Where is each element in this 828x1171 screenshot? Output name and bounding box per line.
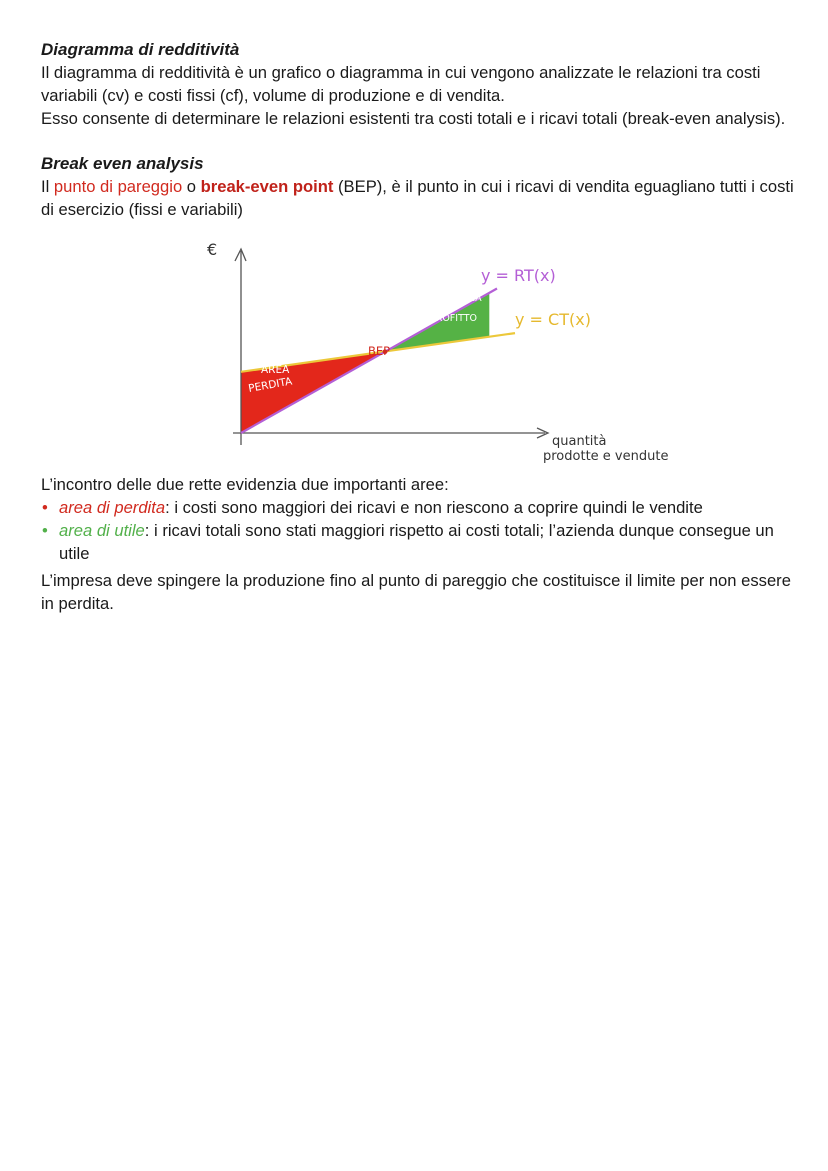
term-area-di-perdita: area di perdita (59, 498, 166, 517)
profit-description: : i ricavi totali sono stati maggiori rispetto ai costi totali; l’azienda dunque consegue un utile (59, 521, 774, 563)
loss-description: : i costi sono maggiori dei ricavi e non riescono a coprire quindi le vendite (165, 498, 703, 517)
term-area-di-utile: area di utile (59, 521, 145, 540)
list-item-loss (41, 496, 801, 519)
section-heading-break-even: Break even analysis (41, 154, 204, 173)
bullet-dot-loss: • (42, 498, 48, 517)
break-even-chart-svg (41, 223, 801, 473)
bep-label: BEP (368, 344, 391, 358)
paragraph-break-even: Esso consente di determinare le relazioni esistenti tra costi totali e i ricavi totali (break-even analysis). (41, 109, 786, 128)
paragraph-areas-intro: L’incontro delle due rette evidenzia due importanti aree: (41, 475, 449, 494)
document-page (41, 38, 801, 615)
rt-series-label: y = RT(x) (481, 266, 556, 285)
x-axis-label-line2: prodotte e vendute (543, 449, 669, 464)
bep-intro-mid: o (182, 177, 201, 196)
profit-area-label-line2: PROFITTO (430, 313, 477, 324)
rt-line (241, 289, 497, 434)
bep-intro-prefix: Il (41, 177, 54, 196)
term-break-even-point: break-even point (200, 177, 334, 196)
profit-area-label-line1: AREA (456, 293, 482, 304)
bep-intro-suffix: (BEP), è il punto in cui i ricavi di vendita eguagliano tutti i costi di esercizio (fissi e variabili) (41, 177, 794, 219)
bullet-dot-profit: • (42, 521, 48, 540)
paragraph-definition: Il diagramma di redditività è un grafico o diagramma in cui vengono analizzate le relazioni tra costi variabili (cv) e costi fissi (cf), volume di produzione e di vendita. (41, 63, 761, 105)
paragraph-bep-definition (41, 175, 801, 221)
paragraph-conclusion: L’impresa deve spingere la produzione fino al punto di pareggio che costituisce il limite per non essere in perdita. (41, 571, 791, 613)
term-punto-di-pareggio: punto di pareggio (53, 177, 183, 196)
loss-area-label-line2: PERDITA (247, 375, 294, 395)
section-heading-redditivita: Diagramma di redditività (41, 40, 240, 59)
ct-series-label: y = CT(x) (515, 310, 591, 329)
loss-area-label-line1: AREA (261, 364, 290, 376)
break-even-chart (41, 223, 801, 473)
list-item-profit (41, 519, 801, 565)
y-axis-label: € (207, 240, 218, 259)
x-axis-label-line1: quantità (552, 434, 607, 449)
areas-list (41, 496, 801, 565)
